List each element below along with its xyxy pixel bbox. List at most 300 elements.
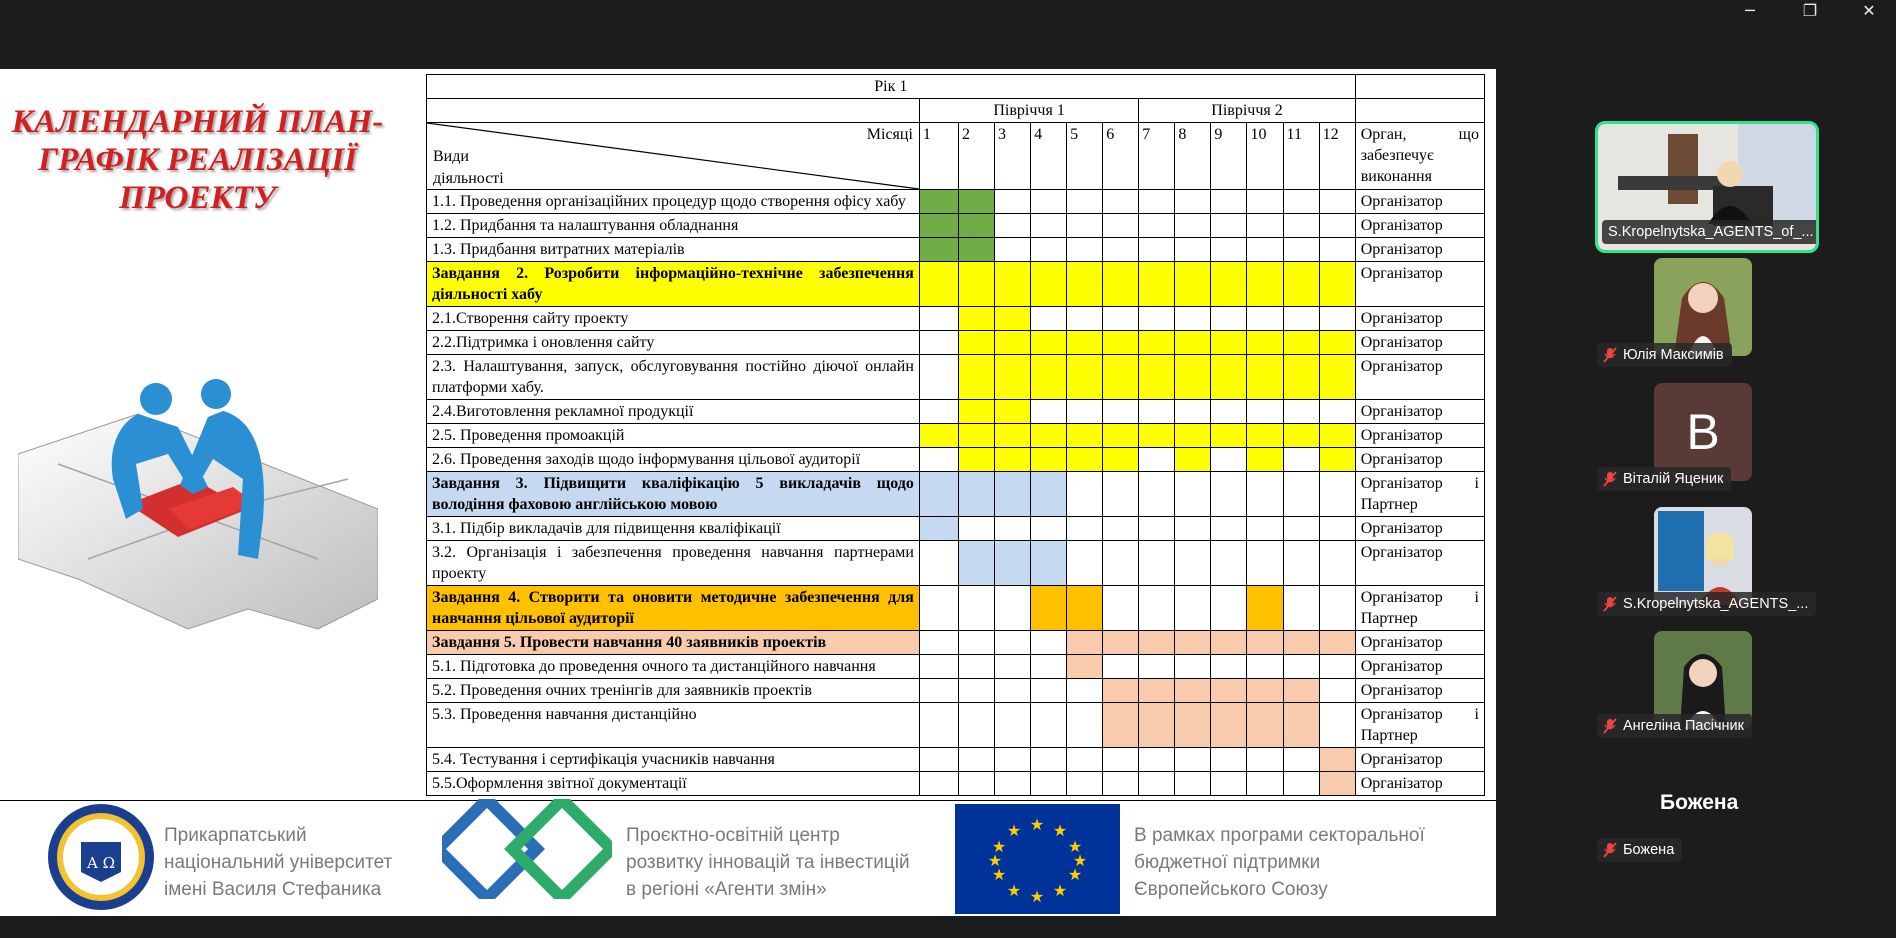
eu-program-line: В рамках програми секторальної [1134, 825, 1425, 846]
month-cell [919, 214, 958, 238]
month-cell [1139, 424, 1175, 448]
month-cell [1139, 586, 1175, 631]
month-cell [1139, 400, 1175, 424]
month-cell [1067, 331, 1103, 355]
month-cell [1031, 262, 1067, 307]
participant-name: Ангеліна Пасічник [1623, 718, 1744, 734]
activity-cell: 5.4. Тестування і сертифікація учасників навчання [427, 748, 920, 772]
month-cell [1283, 703, 1319, 748]
task-cell: Завдання 2. Розробити інформаційно-технічне забезпечення діяльності хабу [427, 262, 920, 307]
month-cell [1067, 772, 1103, 796]
month-cell [1319, 655, 1355, 679]
gantt-row [427, 448, 1485, 472]
month-cell [958, 307, 994, 331]
month-cell [1319, 214, 1355, 238]
month-cell [1067, 307, 1103, 331]
month-cell [995, 190, 1031, 214]
month-cell [1103, 703, 1139, 748]
participant-name-tag [1597, 343, 1732, 367]
mic-muted-icon [1603, 842, 1617, 858]
month-cell [1211, 655, 1247, 679]
month-cell [1175, 703, 1211, 748]
month-cell [1247, 424, 1283, 448]
month-cell [919, 517, 958, 541]
university-seal-logo [46, 802, 156, 912]
participant-name: Юлія Максимів [1623, 347, 1724, 363]
month-header: 11 [1283, 123, 1319, 190]
month-cell [1067, 424, 1103, 448]
month-header: 10 [1247, 123, 1283, 190]
activity-cell: 2.4.Виготовлення рекламної продукції [427, 400, 920, 424]
month-cell [995, 262, 1031, 307]
responsible-cell: Організатор [1355, 238, 1484, 262]
month-cell [1103, 214, 1139, 238]
month-cell [958, 472, 994, 517]
eu-flag-logo [955, 804, 1120, 914]
university-name-line: національний університет [164, 852, 393, 873]
month-cell [995, 448, 1031, 472]
month-cell [1175, 586, 1211, 631]
month-cell [1319, 703, 1355, 748]
month-cell [1319, 748, 1355, 772]
month-cell [1139, 703, 1175, 748]
month-cell [958, 655, 994, 679]
month-cell [1103, 517, 1139, 541]
month-cell [1139, 679, 1175, 703]
month-cell [958, 190, 994, 214]
gantt-row [427, 307, 1485, 331]
restore-icon[interactable]: ❐ [1802, 1, 1818, 20]
seal-text: A Ω [86, 854, 116, 872]
month-cell [1283, 517, 1319, 541]
month-cell [1319, 631, 1355, 655]
month-cell [1067, 655, 1103, 679]
month-cell [1103, 748, 1139, 772]
agents-of-change-logo [442, 799, 612, 899]
participant-tile[interactable] [1654, 507, 1752, 605]
gantt-row [427, 517, 1485, 541]
month-header: 12 [1319, 123, 1355, 190]
month-cell [1247, 586, 1283, 631]
month-cell [1247, 679, 1283, 703]
month-cell [1175, 655, 1211, 679]
month-cell [1139, 655, 1175, 679]
responsible-cell: Організатор [1355, 448, 1484, 472]
month-cell [958, 772, 994, 796]
month-cell [1031, 190, 1067, 214]
window-titlebar [0, 0, 1896, 66]
month-cell [1283, 355, 1319, 400]
month-cell [1211, 631, 1247, 655]
month-cell [1103, 331, 1139, 355]
empty-header-cell [1355, 75, 1484, 99]
month-cell [1283, 586, 1319, 631]
month-cell [995, 541, 1031, 586]
year-header: Рік 1 [427, 75, 1356, 99]
month-cell [958, 631, 994, 655]
month-cell [995, 655, 1031, 679]
month-cell [1067, 517, 1103, 541]
month-cell [1139, 631, 1175, 655]
responsible-cell: Організатор [1355, 400, 1484, 424]
month-cell [1175, 541, 1211, 586]
gantt-row [427, 331, 1485, 355]
eu-program-text [1134, 822, 1425, 903]
gantt-row [427, 541, 1485, 586]
month-cell [1319, 772, 1355, 796]
activity-cell: 1.3. Придбання витратних матеріалів [427, 238, 920, 262]
month-header: 3 [995, 123, 1031, 190]
month-cell [1067, 748, 1103, 772]
month-cell [995, 355, 1031, 400]
responsible-cell: Організатор [1355, 262, 1484, 307]
month-cell [1067, 355, 1103, 400]
minimize-icon[interactable]: ─ [1745, 1, 1755, 20]
mic-muted-icon [1603, 718, 1617, 734]
month-header: 9 [1211, 123, 1247, 190]
month-cell [1175, 400, 1211, 424]
month-cell [995, 586, 1031, 631]
month-cell [958, 214, 994, 238]
gantt-row [427, 772, 1485, 796]
month-cell [919, 355, 958, 400]
month-cell [1175, 631, 1211, 655]
month-cell [1175, 424, 1211, 448]
activity-cell: 3.2. Організація і забезпечення проведення навчання партнерами проекту [427, 541, 920, 586]
month-cell [1031, 586, 1067, 631]
month-cell [1175, 214, 1211, 238]
month-cell [995, 703, 1031, 748]
gantt-row [427, 214, 1485, 238]
month-cell [919, 238, 958, 262]
month-cell [1211, 355, 1247, 400]
gantt-row [427, 262, 1485, 307]
slide-title [0, 103, 395, 217]
month-cell [1211, 472, 1247, 517]
month-cell [1139, 238, 1175, 262]
month-cell [995, 679, 1031, 703]
month-cell [1283, 679, 1319, 703]
month-cell [1211, 214, 1247, 238]
month-cell [1067, 541, 1103, 586]
gantt-row [427, 238, 1485, 262]
month-cell [1211, 400, 1247, 424]
gantt-row [427, 586, 1485, 631]
month-cell [1103, 355, 1139, 400]
responsible-cell: Організатор [1355, 307, 1484, 331]
month-cell [1031, 238, 1067, 262]
activity-cell: 1.1. Проведення організаційних процедур щодо створення офісу хабу [427, 190, 920, 214]
participant-name-tag [1597, 592, 1816, 616]
month-cell [1247, 190, 1283, 214]
gantt-row [427, 355, 1485, 400]
month-cell [1175, 355, 1211, 400]
task-cell: Завдання 4. Створити та оновити методичне забезпечення для навчання цільової аудиторії [427, 586, 920, 631]
month-cell [919, 472, 958, 517]
svg-text:★: ★ [991, 837, 1007, 856]
responsible-cell: Організатор [1355, 631, 1484, 655]
month-cell [1175, 307, 1211, 331]
activities-label-line1: Види [433, 148, 469, 165]
svg-text:★: ★ [1052, 881, 1068, 900]
empty-header-cell [427, 99, 920, 123]
month-cell [1175, 448, 1211, 472]
month-cell [1247, 703, 1283, 748]
month-cell [995, 214, 1031, 238]
month-cell [1067, 238, 1103, 262]
mic-muted-icon [1603, 471, 1617, 487]
month-cell [958, 424, 994, 448]
month-cell [919, 400, 958, 424]
month-header: 7 [1139, 123, 1175, 190]
month-cell [919, 748, 958, 772]
month-cell [995, 472, 1031, 517]
month-cell [1319, 355, 1355, 400]
gantt-row [427, 679, 1485, 703]
activity-cell: 2.5. Проведення промоакцій [427, 424, 920, 448]
activity-cell: 5.5.Оформлення звітної документації [427, 772, 920, 796]
month-cell [995, 238, 1031, 262]
month-cell [1031, 748, 1067, 772]
month-cell [1319, 541, 1355, 586]
month-cell [1247, 472, 1283, 517]
university-name [164, 822, 392, 903]
hub-name [626, 822, 910, 903]
month-cell [1247, 631, 1283, 655]
participant-name: S.Kropelnytska_AGENTS_... [1623, 596, 1809, 612]
month-cell [1031, 448, 1067, 472]
month-cell [1283, 400, 1319, 424]
month-cell [1067, 679, 1103, 703]
responsible-cell: Організатор [1355, 679, 1484, 703]
month-cell [1319, 190, 1355, 214]
month-cell [1247, 772, 1283, 796]
month-cell [958, 238, 994, 262]
month-cell [919, 586, 958, 631]
slide-title-line: КАЛЕНДАРНИЙ ПЛАН- [11, 104, 384, 140]
month-cell [1319, 517, 1355, 541]
month-cell [1247, 238, 1283, 262]
month-cell [1283, 472, 1319, 517]
month-cell [995, 517, 1031, 541]
month-cell [1319, 586, 1355, 631]
activity-cell: 5.3. Проведення навчання дистанційно [427, 703, 920, 748]
month-cell [1247, 517, 1283, 541]
month-cell [1283, 214, 1319, 238]
month-cell [958, 517, 994, 541]
month-cell [1031, 214, 1067, 238]
month-cell [1283, 307, 1319, 331]
month-cell [919, 262, 958, 307]
slide-title-line: ГРАФІК РЕАЛІЗАЦІЇ [38, 142, 357, 178]
month-cell [1067, 262, 1103, 307]
month-cell [1283, 190, 1319, 214]
responsible-cell: Організатор [1355, 655, 1484, 679]
month-cell [1247, 331, 1283, 355]
responsible-cell: Організатор [1355, 748, 1484, 772]
participant-name-placeholder: Божена [1660, 791, 1739, 814]
participant-name-tag [1597, 467, 1731, 491]
month-cell [1139, 772, 1175, 796]
month-cell [1031, 472, 1067, 517]
month-header: 2 [958, 123, 994, 190]
avatar: В [1654, 383, 1752, 481]
month-cell [1283, 631, 1319, 655]
month-cell [1319, 448, 1355, 472]
svg-text:★: ★ [1029, 887, 1045, 906]
month-header: 4 [1031, 123, 1067, 190]
svg-text:★: ★ [1029, 815, 1045, 834]
month-cell [1031, 631, 1067, 655]
month-cell [1103, 655, 1139, 679]
month-cell [1283, 262, 1319, 307]
month-cell [1247, 214, 1283, 238]
month-cell [995, 400, 1031, 424]
hub-name-line: в регіоні «Агенти змін» [626, 879, 827, 900]
participant-name: Віталій Яценик [1623, 471, 1724, 487]
month-cell [919, 631, 958, 655]
month-cell [1103, 541, 1139, 586]
month-cell [1247, 655, 1283, 679]
bottom-strip [0, 918, 1896, 938]
svg-text:★: ★ [987, 851, 1003, 870]
month-cell [1031, 541, 1067, 586]
month-cell [1067, 214, 1103, 238]
month-cell [1283, 424, 1319, 448]
participant-name: S.Kropelnytska_AGENTS_of_... [1608, 224, 1814, 240]
month-cell [1211, 679, 1247, 703]
month-cell [1031, 331, 1067, 355]
month-cell [1319, 679, 1355, 703]
svg-text:★: ★ [1006, 821, 1022, 840]
participant-tile-active-speaker[interactable] [1595, 121, 1819, 253]
month-cell [995, 307, 1031, 331]
month-cell [1211, 703, 1247, 748]
svg-text:★: ★ [1072, 851, 1088, 870]
month-cell [1067, 631, 1103, 655]
month-header: 1 [919, 123, 958, 190]
month-cell [1031, 655, 1067, 679]
month-cell [1283, 748, 1319, 772]
activity-cell: 2.3. Налаштування, запуск, обслуговування постійно діючої онлайн платформи хабу. [427, 355, 920, 400]
month-cell [1247, 400, 1283, 424]
svg-text:★: ★ [1067, 865, 1083, 884]
month-cell [1139, 262, 1175, 307]
month-cell [1175, 331, 1211, 355]
participant-name-tag [1602, 220, 1819, 244]
month-cell [919, 424, 958, 448]
half-year-1-header: Півріччя 1 [919, 99, 1138, 123]
month-cell [1031, 772, 1067, 796]
month-cell [1067, 586, 1103, 631]
responsible-cell: Організатор [1355, 214, 1484, 238]
month-cell [958, 331, 994, 355]
month-cell [1103, 307, 1139, 331]
month-cell [1211, 586, 1247, 631]
month-cell [1031, 703, 1067, 748]
svg-text:★: ★ [991, 865, 1007, 884]
month-cell [919, 703, 958, 748]
responsible-cell: Організатор і Партнер [1355, 703, 1484, 748]
month-cell [1031, 424, 1067, 448]
month-cell [1211, 517, 1247, 541]
responsible-cell: Організатор [1355, 355, 1484, 400]
month-cell [1319, 331, 1355, 355]
month-cell [1139, 190, 1175, 214]
month-cell [919, 190, 958, 214]
empty-header-cell [1355, 99, 1484, 123]
month-cell [1175, 517, 1211, 541]
month-cell [995, 424, 1031, 448]
month-cell [1067, 190, 1103, 214]
month-cell [1139, 748, 1175, 772]
month-cell [1139, 214, 1175, 238]
month-cell [1175, 679, 1211, 703]
month-cell [1283, 655, 1319, 679]
gantt-row [427, 631, 1485, 655]
activity-cell: 2.2.Підтримка і оновлення сайту [427, 331, 920, 355]
month-cell [1247, 355, 1283, 400]
hub-name-line: Проєктно-освітній центр [626, 825, 840, 846]
close-icon[interactable]: ✕ [1862, 1, 1876, 20]
month-cell [1103, 631, 1139, 655]
month-cell [1211, 772, 1247, 796]
mic-muted-icon [1603, 347, 1617, 363]
month-cell [1319, 400, 1355, 424]
month-cell [1211, 424, 1247, 448]
month-cell [1031, 679, 1067, 703]
svg-text:★: ★ [1052, 821, 1068, 840]
participant-name-tag [1597, 714, 1752, 738]
month-cell [1175, 190, 1211, 214]
activity-cell: 5.2. Проведення очних тренінгів для заявників проектів [427, 679, 920, 703]
month-cell [1103, 472, 1139, 517]
participant-tile[interactable] [1654, 258, 1752, 356]
month-cell [919, 448, 958, 472]
activity-cell: 1.2. Придбання та налаштування обладнання [427, 214, 920, 238]
month-cell [995, 748, 1031, 772]
month-cell [958, 400, 994, 424]
gantt-row [427, 472, 1485, 517]
month-cell [995, 772, 1031, 796]
month-cell [1031, 355, 1067, 400]
responsible-cell: Організатор [1355, 517, 1484, 541]
activities-label-line2: діяльності [433, 170, 504, 187]
month-cell [1211, 238, 1247, 262]
month-header: 8 [1175, 123, 1211, 190]
month-cell [1103, 679, 1139, 703]
responsible-cell: Організатор [1355, 541, 1484, 586]
month-cell [1103, 448, 1139, 472]
gantt-row [427, 703, 1485, 748]
month-cell [958, 703, 994, 748]
month-cell [1139, 448, 1175, 472]
month-cell [1067, 703, 1103, 748]
month-cell [995, 331, 1031, 355]
month-cell [1247, 262, 1283, 307]
month-cell [1139, 472, 1175, 517]
responsible-cell: Організатор [1355, 190, 1484, 214]
month-cell [1211, 307, 1247, 331]
month-cell [1319, 238, 1355, 262]
month-cell [919, 772, 958, 796]
month-cell [1283, 448, 1319, 472]
month-cell [1067, 448, 1103, 472]
month-cell [1031, 400, 1067, 424]
responsible-cell: Організатор [1355, 331, 1484, 355]
month-cell [1067, 472, 1103, 517]
month-cell [1319, 424, 1355, 448]
